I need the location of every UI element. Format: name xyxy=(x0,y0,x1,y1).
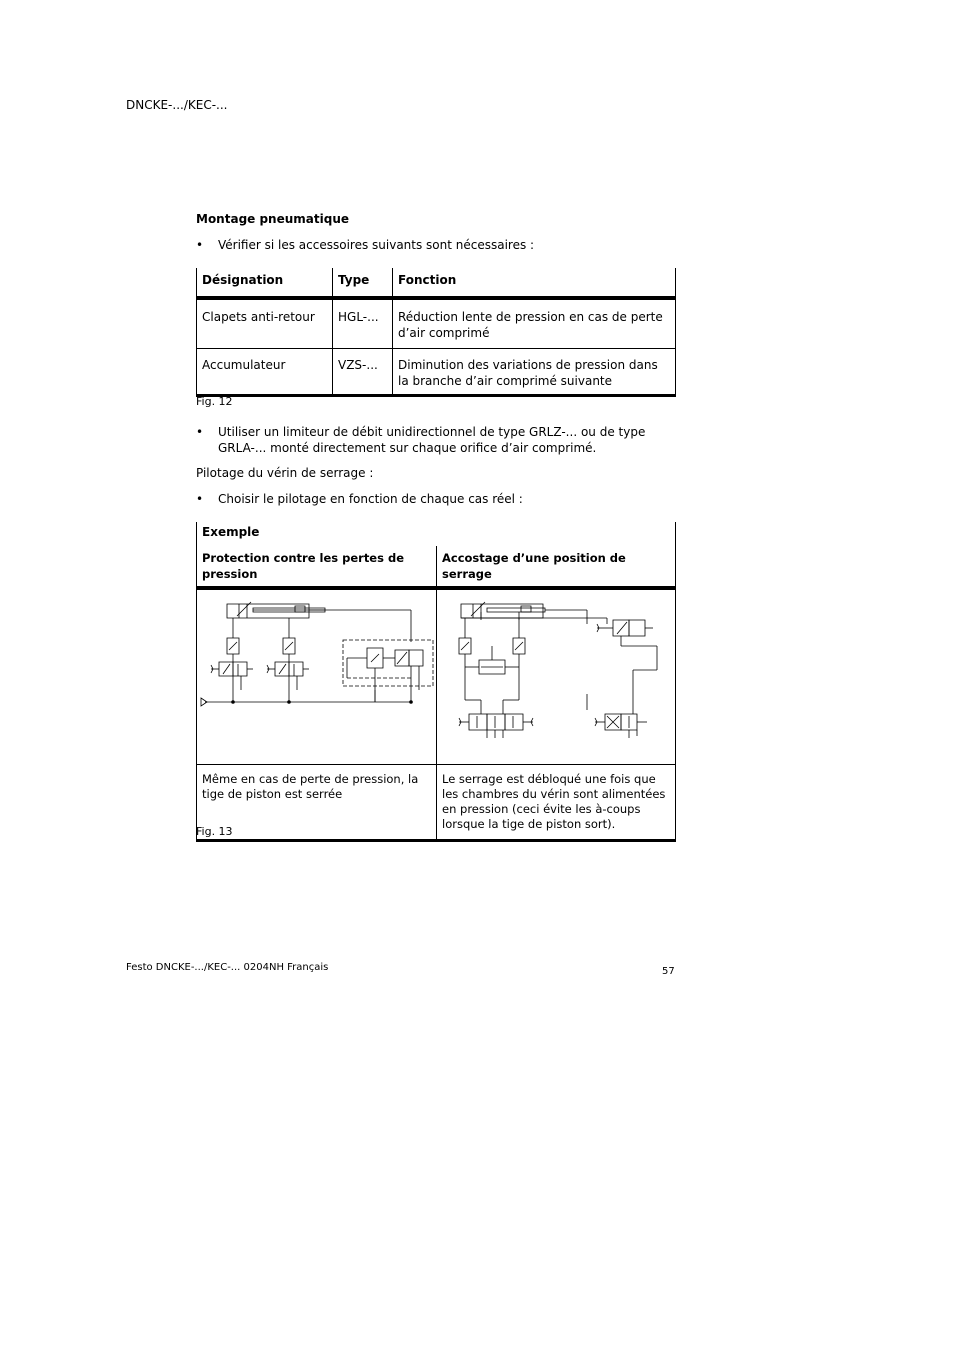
section-title: Montage pneumatique xyxy=(196,212,350,226)
description-row xyxy=(197,765,676,841)
pneumatic-circuit-diagram-2 xyxy=(437,590,675,760)
table-cell: Réduction lente de pression en cas de perte d’air comprimé xyxy=(393,298,676,349)
table-header-cell: Fonction xyxy=(393,268,676,298)
table-title-row xyxy=(197,522,676,546)
bullet-text: Choisir le pilotage en fonction de chaque cas réel : xyxy=(218,492,523,506)
table-header-cell: Accostage d’une position de serrage xyxy=(437,546,676,588)
paragraph: Pilotage du vérin de serrage : xyxy=(196,466,374,480)
bullet-text: Utiliser un limiteur de débit unidirectionnel de type GRLZ-... ou de type GRLA-... monté directement sur chaque orifice d’air comprimé. xyxy=(218,425,646,455)
diagram-row xyxy=(197,588,676,765)
table-cell: Diminution des variations de pression dans la branche d’air comprimé suivante xyxy=(393,349,676,396)
table-row xyxy=(197,298,676,349)
diagram-cell-clamping-position xyxy=(437,588,676,765)
accessories-table xyxy=(196,268,676,397)
table-cell: Accumulateur xyxy=(197,349,333,396)
table-title: Exemple xyxy=(197,522,676,546)
table-cell: VZS-... xyxy=(333,349,393,396)
table-header-row xyxy=(197,268,676,298)
bullet-icon: • xyxy=(196,492,204,506)
table-cell: Même en cas de perte de pression, la tige de piston est serrée xyxy=(197,765,437,841)
bullet-icon: • xyxy=(196,425,204,439)
page-number: 57 xyxy=(662,966,675,977)
diagram-cell-pressure-loss xyxy=(197,588,437,765)
document-header-ref: DNCKE-.../KEC-... xyxy=(126,98,228,112)
bullet-text: Vérifier si les accessoires suivants sont nécessaires : xyxy=(218,238,535,252)
table-header-cell: Protection contre les pertes de pression xyxy=(197,546,437,588)
table-header-cell: Désignation xyxy=(197,268,333,298)
pneumatic-circuit-diagram-1 xyxy=(197,590,435,760)
figure-caption: Fig. 13 xyxy=(196,825,233,838)
footer-text: Festo DNCKE-.../KEC-... 0204NH Français xyxy=(126,962,329,973)
table-cell: Le serrage est débloqué une fois que les chambres du vérin sont alimentées en pression (ceci évite les à-coups lorsque la tige de piston sort). xyxy=(437,765,676,841)
table-cell: HGL-... xyxy=(333,298,393,349)
table-header-cell: Type xyxy=(333,268,393,298)
table-cell: Clapets anti-retour xyxy=(197,298,333,349)
example-table xyxy=(196,522,676,842)
table-header-row xyxy=(197,546,676,588)
figure-caption: Fig. 12 xyxy=(196,395,233,408)
table-row xyxy=(197,349,676,396)
bullet-icon: • xyxy=(196,238,204,252)
